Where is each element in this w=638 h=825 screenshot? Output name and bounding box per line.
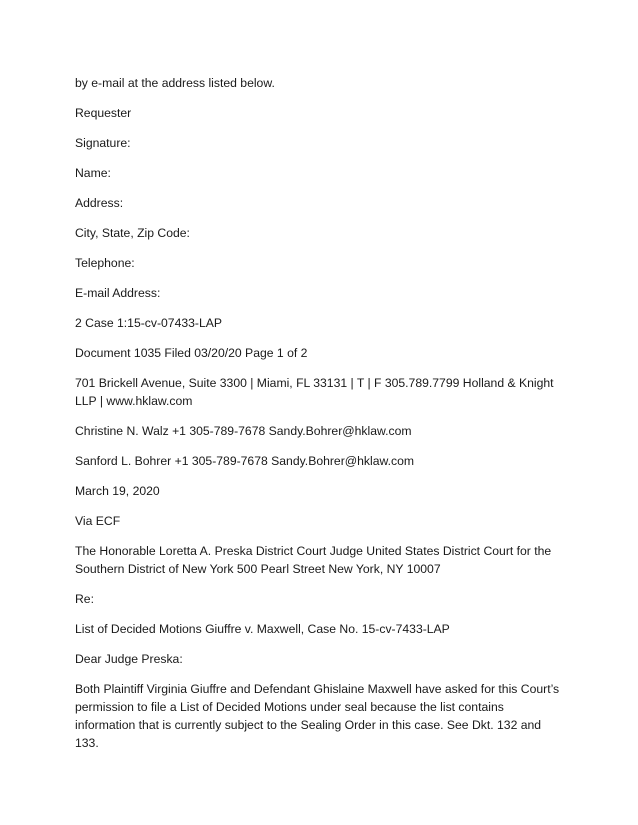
attorney-bohrer-line: Sanford L. Bohrer +1 305-789-7678 Sandy.Bohrer@hklaw.com	[75, 454, 415, 468]
document-body	[75, 74, 565, 764]
telephone-label: Telephone:	[75, 256, 135, 270]
recipient-address: The Honorable Loretta A. Preska District Court Judge United States District Court for the Southern District of New York 500 Pearl Street New York, NY 10007	[75, 544, 552, 576]
intro-line: by e-mail at the address listed below.	[75, 76, 275, 90]
re-label: Re:	[75, 592, 94, 606]
case-number-line: 2 Case 1:15-cv-07433-LAP	[75, 316, 223, 330]
signature-label: Signature:	[75, 136, 131, 150]
delivery-method: Via ECF	[75, 514, 121, 528]
name-label: Name:	[75, 166, 111, 180]
attorney-walz-line: Christine N. Walz +1 305-789-7678 Sandy.Bohrer@hklaw.com	[75, 424, 412, 438]
email-address-label: E-mail Address:	[75, 286, 161, 300]
subject-line: List of Decided Motions Giuffre v. Maxwell, Case No. 15-cv-7433-LAP	[75, 622, 450, 636]
document-filing-line: Document 1035 Filed 03/20/20 Page 1 of 2	[75, 346, 308, 360]
address-label: Address:	[75, 196, 124, 210]
requester-heading: Requester	[75, 106, 132, 120]
firm-address-line: 701 Brickell Avenue, Suite 3300 | Miami, FL 33131 | T | F 305.789.7799 Holland & Knight LLP | www.hklaw.com	[75, 376, 554, 408]
salutation: Dear Judge Preska:	[75, 652, 183, 666]
city-state-zip-label: City, State, Zip Code:	[75, 226, 190, 240]
body-paragraph: Both Plaintiff Virginia Giuffre and Defendant Ghislaine Maxwell have asked for this Court’s permission to file a List of Decided Motions under seal because the list contains information that is currently subject to the Sealing Order in this case. See Dkt. 132 and 133.	[75, 682, 560, 750]
letter-date: March 19, 2020	[75, 484, 160, 498]
